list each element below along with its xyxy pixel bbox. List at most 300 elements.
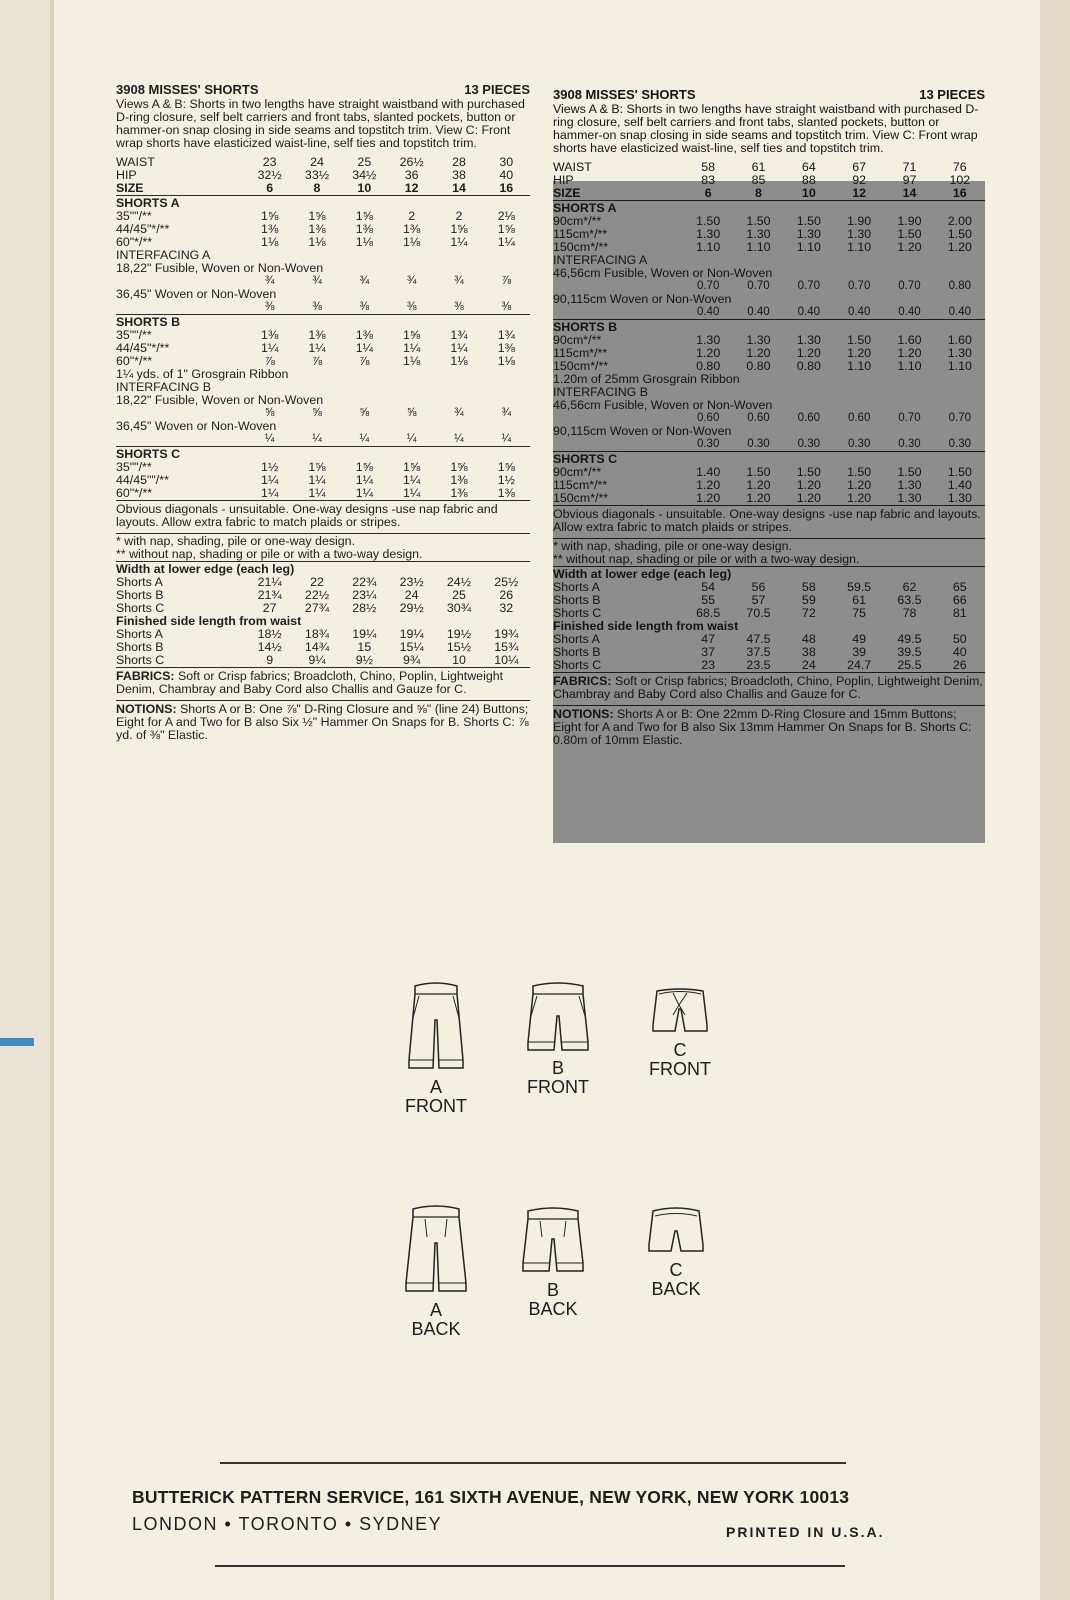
row-value: 1.20 [796,346,821,360]
pattern-title: 3908 MISSES' SHORTS [116,82,259,97]
nap-note: ** without nap, shading or pile or with a two-way design. [553,552,860,566]
row-value: 1.10 [847,240,872,254]
row-value: 1.60 [897,333,922,347]
row-value: 23 [262,155,277,169]
section-title: SHORTS C [553,452,618,466]
interfacing-title: INTERFACING B [116,380,212,394]
row-value: 26 [952,658,967,672]
figure-view: BACK [411,1319,461,1339]
row-value: 37 [701,645,716,659]
row-value: ⅝ [359,407,370,419]
shorts-a-back-drawing [401,1203,471,1297]
nap-note: * with nap, shading, pile or one-way design. [116,534,356,548]
row-label: 35""/** [116,461,152,474]
row-value: 40 [499,168,514,182]
row-value: 0.70 [696,280,720,292]
row-value: ⅞ [311,354,323,368]
row-value: 24.7 [847,658,872,672]
row-value: 40 [952,645,967,659]
row-value: ⅜ [454,301,464,313]
row-value: 1⅝ [355,209,373,223]
row-value: 47 [701,632,716,646]
row-value: 19¼ [399,627,424,641]
row-value: 76 [952,160,967,174]
row-value: 9½ [355,653,373,667]
row-value: ⅞ [264,354,275,368]
row-value: 78 [902,606,917,620]
finished-measurements [116,561,530,667]
fusible-label: 46,56cm Fusible, Woven or Non-Woven [553,398,773,412]
row-value: 49.5 [897,632,922,646]
row-value: ¾ [454,407,464,419]
length-row [553,659,985,672]
row-value: 1¼ [403,341,421,355]
row-value: 1.50 [796,214,821,228]
interfacing-title: INTERFACING B [553,385,649,399]
row-value: 0.70 [898,412,921,424]
row-value: ¾ [406,275,417,287]
row-label: 44/45"*/** [116,223,170,236]
fabrics [116,667,530,700]
row-label: 60"*/** [116,487,153,500]
row-value: 1.20 [796,478,821,492]
row-value: 1¼ [355,341,373,355]
row-label: Shorts B [116,589,164,602]
hip-row [553,174,985,187]
waist-row [553,161,985,174]
row-value: 1.20 [947,240,972,254]
row-label: 35""/** [116,329,152,342]
row-value: ¼ [264,433,275,445]
row-value: 24 [310,155,324,169]
row-value: 28½ [352,601,377,615]
row-value: 0.70 [847,280,871,292]
row-value: 24½ [446,575,472,589]
row-value: 0.40 [948,306,971,318]
row-value: 71 [902,160,917,174]
ribbon-note: 1¼ yds. of 1" Grosgrain Ribbon [116,367,289,381]
interfacing-title: INTERFACING A [116,248,211,262]
header [116,83,530,96]
row-label: Shorts B [553,646,601,659]
row-value: 1¼ [450,235,468,249]
shorts-a-section [116,195,530,314]
row-label: WAIST [553,161,592,174]
row-value: 19¾ [494,627,519,641]
blue-edge-mark [0,1038,34,1046]
description: Views A & B: Shorts in two lengths have straight waistband with purchased D-ring closure, self belt carriers and front tabs, slanted pockets, button or hammer-on snap closing in side seams and topstitch trim. View C: Front wrap shorts have elasticized waist-line, self ties and topstitch trim. [116,97,525,150]
row-value: 18½ [257,627,282,641]
row-value: 0.40 [847,306,871,318]
row-value: 1.50 [746,214,771,228]
row-label: Shorts A [116,576,163,589]
row-value: 26½ [399,155,424,169]
row-value: 0.30 [898,438,921,450]
row-value: 92 [852,173,867,187]
row-value: 1⅝ [497,222,515,236]
section-title: SHORTS C [116,447,181,461]
row-value: 0.70 [948,412,971,424]
row-value: 1⅛ [261,235,279,249]
row-label: 44/45"*/** [116,342,170,355]
row-label: HIP [553,174,574,187]
notions-label: NOTIONS: [553,707,614,721]
figure-letter: C [673,1040,687,1060]
figure-a-front [381,980,491,1116]
row-label: Shorts B [116,641,164,654]
row-value: 58 [701,160,716,174]
length-title: Finished side length from waist [116,614,302,628]
nap-notes [553,538,985,566]
width-title: Width at lower edge (each leg) [553,567,732,581]
row-value: ¾ [264,275,275,287]
row-value: 1.90 [847,214,872,228]
shorts-a-section [553,200,985,319]
row-value: 1⅝ [497,460,515,474]
row-value: ⅞ [501,275,512,287]
figure-b-back [498,1205,608,1319]
row-value: 15½ [446,640,472,654]
row-value: 1⅜ [450,486,468,500]
row-value: 36 [404,168,419,182]
row-value: 64 [801,160,816,174]
row-value: 62 [902,580,917,594]
row-value: 1⅛ [403,354,421,368]
notions [553,705,985,751]
row-value: 1⅝ [450,460,468,474]
row-value: 1.10 [746,240,771,254]
figure-view: FRONT [405,1096,467,1116]
row-value: 1.50 [947,465,972,479]
row-value: 1.20 [746,491,771,505]
row-value: 1⅝ [403,328,421,342]
row-value: 1.30 [746,333,771,347]
row-value: 1.50 [897,227,922,241]
row-value: 12 [852,186,867,200]
diagonals-note: Obvious diagonals - unsuitable. One-way designs -use nap fabric and layouts. Allow extra fabric to match plaids or stripes. [116,500,530,533]
row-value: 85 [751,173,766,187]
pattern-title: 3908 MISSES' SHORTS [553,87,696,102]
row-value: 30¾ [446,601,472,615]
row-value: 1.30 [897,478,922,492]
yardage-row [553,492,985,505]
row-value: 0.60 [797,412,821,424]
row-value: ¾ [359,275,370,287]
row-value: 1.30 [696,333,721,347]
row-value: 1¼ [261,473,279,487]
row-value: 1⅝ [450,222,468,236]
row-value: 37.5 [746,645,771,659]
row-value: 1.10 [947,359,972,373]
row-value: 1¾ [497,328,515,342]
shorts-c-front-drawing [649,985,711,1037]
row-value: 15¼ [399,640,424,654]
figure-letter: B [551,1058,564,1078]
row-value: 23¼ [352,588,377,602]
row-value: 0.30 [747,438,770,450]
woven-label: 36,45" Woven or Non-Woven [116,287,277,301]
row-value: 67 [852,160,867,174]
row-value: 1⅝ [308,209,326,223]
woven-label: 36,45" Woven or Non-Woven [116,419,277,433]
row-value: 1⅜ [497,341,515,355]
row-value: 1⅜ [450,473,468,487]
row-value: 1½ [497,473,515,487]
header [553,88,985,101]
row-value: 10 [452,653,466,667]
row-value: 1.50 [696,214,721,228]
row-value: ⅝ [406,407,417,419]
row-value: ⅝ [264,407,275,419]
woven-values [116,433,530,446]
row-value: 1.30 [796,227,821,241]
row-label: 90cm*/** [553,334,602,347]
row-value: 0.30 [847,438,871,450]
footer-rule-top [220,1462,846,1464]
fabrics-text: Soft or Crisp fabrics; Broadcloth, Chino, Poplin, Lightweight Denim, Chambray and Baby Cord also Challis and Gauze for C. [116,669,504,696]
figure-letter: B [546,1280,559,1300]
shorts-b-section [553,319,985,451]
row-value: 1.10 [897,359,922,373]
woven-label: 90,115cm Woven or Non-Woven [553,292,732,306]
nap-notes [116,533,530,561]
row-value: 54 [701,580,716,594]
row-value: 25 [452,588,466,602]
row-label: Shorts C [116,654,165,667]
row-value: 0.30 [797,438,821,450]
row-value: 1.50 [847,333,872,347]
row-value: 1.30 [947,346,972,360]
row-value: 1.50 [746,465,771,479]
row-value: 1⅛ [450,354,468,368]
row-value: 1.30 [696,227,721,241]
row-value: 39.5 [897,645,922,659]
row-value: 1⅛ [497,354,515,368]
row-value: ⅜ [264,301,275,313]
row-value: 14 [902,186,917,200]
section-title: SHORTS A [553,201,617,215]
row-value: 1.30 [897,491,922,505]
row-value: 1.50 [847,465,872,479]
diagonals-note: Obvious diagonals - unsuitable. One-way designs -use nap fabric and layouts. Allow extra fabric to match plaids or stripes. [553,505,985,538]
row-value: 1¼ [308,486,326,500]
figure-c-back [621,1205,731,1299]
figure-c-front [625,985,735,1079]
shorts-c-section [116,446,530,500]
row-value: 0.70 [898,280,921,292]
figure-view: BACK [528,1299,578,1319]
figure-b-front [503,980,613,1097]
interfacing-title: INTERFACING A [553,253,648,267]
piece-count: 13 PIECES [919,87,985,102]
publisher-address: BUTTERICK PATTERN SERVICE, 161 SIXTH AVENUE, NEW YORK, NEW YORK 10013 [132,1487,850,1507]
row-value: 1⅝ [308,460,326,474]
row-value: 2.00 [947,214,972,228]
row-value: ¼ [454,433,464,445]
row-value: 24 [801,658,816,672]
row-value: 81 [952,606,967,620]
row-value: 1.50 [897,465,922,479]
row-value: 97 [902,173,917,187]
row-value: 1.10 [847,359,872,373]
row-value: 22¾ [352,575,377,589]
row-value: 1.30 [796,333,821,347]
row-value: 33½ [304,168,330,182]
row-value: 1⅝ [261,209,279,223]
row-value: ¼ [359,433,370,445]
row-value: 38 [452,168,466,182]
row-value: 28 [452,155,466,169]
row-label: Shorts A [116,628,163,641]
row-value: 0.30 [948,438,971,450]
fabrics-text: Soft or Crisp fabrics; Broadcloth, Chino, Poplin, Lightweight Denim, Chambray and Baby Cord also Challis and Gauze for C. [553,674,983,701]
yardage-row [116,487,530,500]
row-value: 0.40 [747,306,770,318]
figure-view: FRONT [527,1077,589,1097]
row-value: 9¼ [308,653,326,667]
row-value: 27 [262,601,277,615]
measurements [116,156,530,195]
row-value: 1¼ [450,341,468,355]
row-value: 1.20 [696,346,721,360]
section-title: SHORTS B [116,315,181,329]
row-value: 12 [404,181,419,195]
row-label: 35""/** [116,210,152,223]
row-value: 1⅛ [355,235,373,249]
shorts-a-front-drawing [405,980,467,1074]
row-value: ⅝ [312,407,322,419]
row-value: 1¼ [355,473,373,487]
row-value: 16 [952,186,967,200]
row-value: 61 [852,593,867,607]
row-value: 2⅛ [497,209,515,223]
row-value: 25 [357,155,372,169]
row-value: 19½ [446,627,472,641]
row-value: 2 [455,209,463,223]
row-value: 88 [801,173,816,187]
section-title: SHORTS A [116,196,180,210]
row-value: ⅜ [406,301,417,313]
woven-values [553,306,985,319]
row-value: 6 [266,181,274,195]
row-value: 1.40 [947,478,972,492]
row-value: 58 [801,580,816,594]
row-value: 26 [499,588,514,602]
row-value: 0.40 [898,306,921,318]
row-value: 1¼ [261,341,279,355]
row-label: Shorts A [553,581,600,594]
fabrics-label: FABRICS: [116,669,175,683]
row-value: 75 [852,606,867,620]
row-value: 9¾ [403,653,421,667]
nap-note: * with nap, shading, pile or one-way design. [553,539,793,553]
row-value: 1⅝ [403,460,421,474]
row-value: 1⅜ [261,222,279,236]
row-label: 115cm*/** [553,347,608,360]
row-value: 23½ [399,575,424,589]
fusible-label: 46,56cm Fusible, Woven or Non-Woven [553,266,773,280]
row-value: 25½ [494,575,519,589]
shorts-b-section [116,314,530,446]
row-value: 83 [701,173,716,187]
row-label: 60"*/** [116,236,153,249]
row-value: 57 [751,593,766,607]
row-value: 1¼ [261,486,279,500]
row-value: 14 [452,181,466,195]
row-label: Shorts C [116,602,165,615]
row-value: 65 [952,580,967,594]
row-value: 50 [952,632,967,646]
row-label: HIP [116,169,137,182]
fusible-label: 18,22" Fusible, Woven or Non-Woven [116,261,324,275]
row-value: 1¼ [497,235,515,249]
row-value: ⅜ [359,301,370,313]
row-value: 23 [701,658,716,672]
notions-text: Shorts A or B: One ⅞" D-Ring Closure and ⅝" (line 24) Buttons; Eight for A and Two for B also Six ½" Hammer On Snaps for B. Shorts C: ⅞ yd. of ⅜" Elastic. [116,702,529,742]
length-title: Finished side length from waist [553,619,739,633]
row-value: 1.20 [696,491,721,505]
row-value: 56 [751,580,766,594]
row-label: Shorts B [553,594,601,607]
figure-letter: C [669,1260,683,1280]
row-value: 15¾ [494,640,519,654]
row-value: 66 [952,593,967,607]
row-value: 21¼ [257,575,282,589]
row-value: 21¾ [257,588,282,602]
row-value: 1¾ [450,328,468,342]
row-value: 1.50 [947,227,972,241]
row-value: 68.5 [696,606,721,620]
row-value: 1.20 [897,346,922,360]
row-value: 47.5 [746,632,771,646]
woven-label: 90,115cm Woven or Non-Woven [553,424,732,438]
row-value: 1.50 [796,465,821,479]
row-value: 1.20 [847,491,872,505]
row-value: 0.80 [746,359,771,373]
row-value: 0.40 [696,306,720,318]
row-label: SIZE [116,182,144,195]
row-value: 8 [313,181,321,195]
figure-letter: A [429,1300,442,1320]
row-value: 1.30 [947,491,972,505]
row-value: 10¼ [494,653,519,667]
row-value: 1¼ [308,341,326,355]
notions [116,700,530,746]
row-value: 29½ [399,601,424,615]
row-value: 1⅜ [261,328,279,342]
row-value: 25.5 [897,658,922,672]
row-value: 1.90 [897,214,922,228]
row-value: 34½ [352,168,377,182]
row-value: 0.60 [747,412,770,424]
row-value: 32 [499,601,514,615]
row-value: 2 [408,209,416,223]
notions-label: NOTIONS: [116,702,177,716]
section-title: SHORTS B [553,320,618,334]
row-label: WAIST [116,156,155,169]
row-value: 49 [852,632,867,646]
row-value: 1½ [261,460,279,474]
row-label: SIZE [553,187,581,200]
nap-note: ** without nap, shading or pile or with a two-way design. [116,547,423,561]
figure-a-back [381,1203,491,1339]
row-value: 48 [801,632,816,646]
row-value: 61 [751,160,766,174]
row-value: ⅞ [359,354,370,368]
row-value: 22½ [304,588,330,602]
row-value: ¼ [501,433,512,445]
row-value: ¾ [501,407,512,419]
